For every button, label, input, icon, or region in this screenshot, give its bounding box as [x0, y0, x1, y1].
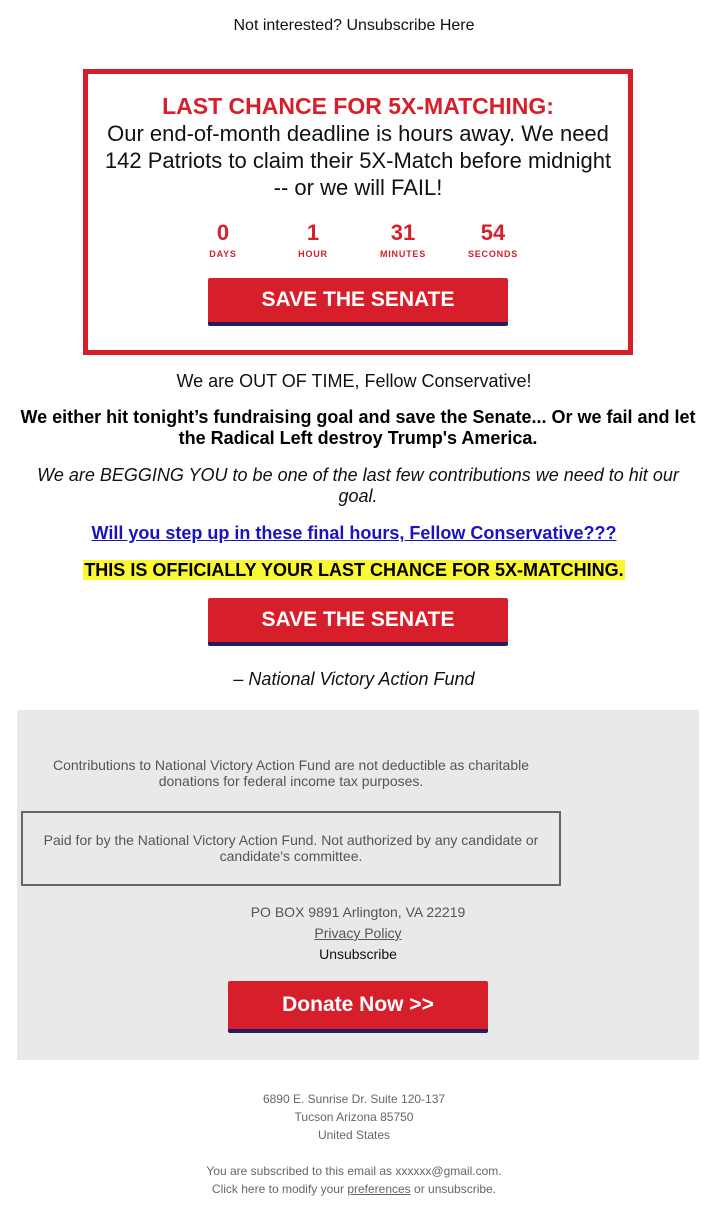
countdown-seconds-value: 54 — [480, 220, 506, 245]
hero-headline: LAST CHANCE FOR 5X-MATCHING: — [162, 93, 554, 119]
last-chance-paragraph — [0, 560, 708, 581]
paid-for-text: Paid for by the National Victory Action Fund. Not authorized by any candidate or candidate's committee. — [43, 832, 539, 864]
countdown-seconds-label: SECONDS — [467, 249, 519, 259]
countdown-hours-value: 1 — [306, 220, 320, 245]
countdown-minutes — [358, 220, 448, 259]
preferences-link[interactable]: preferences — [347, 1182, 411, 1196]
mailing-country: United States — [317, 1128, 391, 1142]
modify-preferences-line — [0, 1180, 708, 1198]
donate-now-button[interactable]: Donate Now >> — [228, 981, 488, 1033]
countdown-hours-label: HOUR — [298, 249, 328, 259]
countdown-days-label: DAYS — [209, 249, 237, 259]
save-the-senate-button-top[interactable]: SAVE THE SENATE — [208, 278, 508, 326]
top-unsubscribe-link[interactable]: Not interested? Unsubscribe Here — [233, 17, 475, 34]
modify-suffix: or unsubscribe. — [410, 1182, 497, 1196]
step-up-paragraph — [0, 523, 708, 544]
last-chance-highlight: THIS IS OFFICIALLY YOUR LAST CHANCE FOR 5X-MATCHING. — [84, 560, 624, 580]
save-the-senate-button-bottom[interactable]: SAVE THE SENATE — [208, 598, 508, 646]
out-of-time-text: We are OUT OF TIME, Fellow Conservative! — [176, 371, 532, 391]
countdown-days-value: 0 — [216, 220, 230, 245]
either-text: We either hit tonight’s fundraising goal and save the Senate... Or we fail and let the Radical Left destroy Trump's America. — [20, 407, 696, 448]
hero-body-text: Our end-of-month deadline is hours away. We need 142 Patriots to claim their 5X-Match before midnight -- or we will FAIL! — [104, 121, 612, 200]
countdown-hours — [268, 220, 358, 259]
step-up-link[interactable]: Will you step up in these final hours, Fellow Conservative??? — [91, 523, 617, 543]
modify-prefix: Click here to modify your — [211, 1182, 348, 1196]
mailing-city: Tucson Arizona 85750 — [294, 1110, 414, 1124]
signature: – National Victory Action Fund — [233, 669, 475, 689]
footer-unsubscribe-link[interactable]: Unsubscribe — [319, 946, 397, 962]
po-box-address: PO BOX 9891 Arlington, VA 22219 — [250, 904, 466, 920]
countdown-timer — [178, 220, 538, 264]
begging-text: We are BEGGING YOU to be one of the last few contributions we need to hit our goal. — [37, 465, 679, 506]
privacy-row — [0, 925, 708, 941]
subscription-notice: You are subscribed to this email as xxxxxx@gmail.com. — [206, 1164, 502, 1178]
mailing-street: 6890 E. Sunrise Dr. Suite 120-137 — [262, 1092, 446, 1106]
countdown-minutes-value: 31 — [390, 220, 416, 245]
countdown-minutes-label: MINUTES — [379, 249, 427, 259]
countdown-days — [178, 220, 268, 259]
countdown-seconds — [448, 220, 538, 259]
tax-disclaimer: Contributions to National Victory Action Fund are not deductible as charitable donations for federal income tax purposes. — [52, 757, 530, 789]
privacy-policy-link[interactable]: Privacy Policy — [314, 925, 402, 941]
